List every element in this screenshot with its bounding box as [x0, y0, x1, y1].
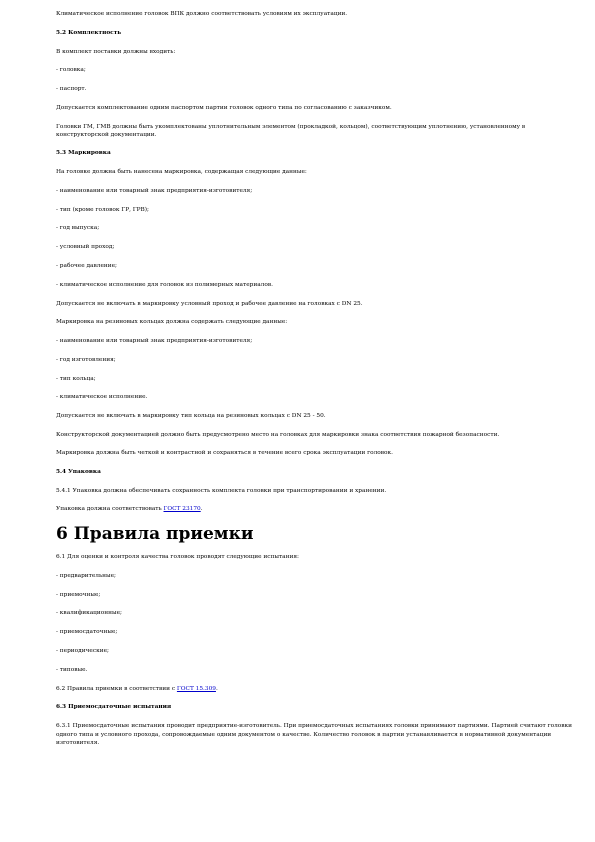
paragraph: 5.4.1 Упаковка должна обеспечивать сохранность комплекта головки при транспортировании и хранении. [56, 487, 387, 494]
paragraph: 6.3.1 Приемосдаточные испытания проводит предприятие-изготовитель. При приемосдаточных испытаниях головки принимают партиями. Партией считают головки одного типа и условного прохода, сопровождаемые одним документом о качестве. Количество головок в партии устанавливается в нормативной документации изготовителя. [56, 723, 573, 747]
list-item: - паспорт. [56, 86, 87, 93]
paragraph: Маркировка на резиновых кольцах должна содержать следующие данные: [56, 319, 288, 326]
section-5-body [56, 10, 575, 514]
gost-15-309-link[interactable]: ГОСТ 15.309 [176, 685, 216, 692]
paragraph: Головки ГМ, ГМВ должны быть укомплектованы уплотнительным элементом (прокладкой, кольцом), соответствующим уплотнению, установленному в конструкторской документации. [56, 123, 526, 139]
paragraph-text: . [200, 506, 203, 513]
paragraph: Конструкторской документацией должно быть предусмотрено место на головках для маркировки знака соответствия пожарной безопасности. [56, 431, 500, 438]
list-item: - предварительные; [56, 572, 117, 579]
paragraph-text: 6.2 Правила приемки в соответствии с [56, 685, 177, 692]
paragraph: На головке должна быть нанесена маркировка, содержащая следующие данные: [56, 169, 307, 176]
gost-23170-link[interactable]: ГОСТ 23170 [163, 506, 201, 513]
list-item: - головка; [56, 67, 86, 74]
list-item: - тип кольца; [56, 375, 96, 382]
section-heading-6: 6 Правила приемки [56, 524, 254, 545]
subsection-heading-5-2: 5.2 Комплектность [56, 29, 122, 36]
paragraph [56, 685, 575, 694]
list-item: - периодические; [56, 648, 109, 654]
paragraph: В комплект поставки должны входить: [56, 48, 176, 55]
list-item: - тип (кроме головок ГР, ГРВ); [56, 206, 150, 213]
list-item: - наименование или товарный знак предприятия-изготовителя; [56, 187, 253, 194]
paragraph-text: Упаковка должна соответствовать [56, 506, 164, 513]
list-item: - типовые. [56, 666, 88, 673]
paragraph: 6.1 Для оценки и контроля качества головок проводят следующие испытания: [56, 554, 299, 561]
paragraph-text: . [215, 685, 218, 692]
list-item: - приемосдаточные; [56, 629, 118, 636]
subsection-heading-5-3: 5.3 Маркировка [56, 150, 111, 157]
subsection-heading-5-4: 5.4 Упаковка [56, 468, 101, 475]
list-item: - наименование или товарный знак предприятия-изготовителя; [56, 338, 253, 345]
list-item: - приемочные; [56, 591, 101, 598]
paragraph: Маркировка должна быть четкой и контрастной и сохраняться в течение всего срока эксплуатации головок. [56, 449, 393, 456]
list-item: - климатическое исполнение. [56, 394, 148, 401]
subsection-heading-6-3: 6.3 Приемосдаточные испытания [56, 704, 172, 711]
list-item: - год изготовления; [56, 356, 116, 363]
list-item: - год выпуска; [56, 225, 100, 232]
paragraph: Допускается не включать в маркировку условный проход и рабочее давление на головках с DN 25. [56, 300, 363, 307]
list-item: - рабочее давление; [56, 262, 117, 269]
paragraph: Допускается комплектование одним паспортом партии головок одного типа по согласованию с заказчиком. [56, 104, 392, 111]
list-item: - климатическое исполнение для головок из полимерных материалов. [56, 281, 273, 288]
paragraph [56, 505, 575, 514]
list-item: - квалификационные; [56, 610, 122, 617]
paragraph: Допускается не включать в маркировку тип кольца на резиновых кольцах с DN 25 - 50. [56, 413, 326, 420]
paragraph: Климатическое исполнение головок ВПК должно соответствовать условиям их эксплуатации. [56, 11, 348, 17]
list-item: - условный проход; [56, 244, 115, 251]
section-6-body [56, 553, 575, 748]
